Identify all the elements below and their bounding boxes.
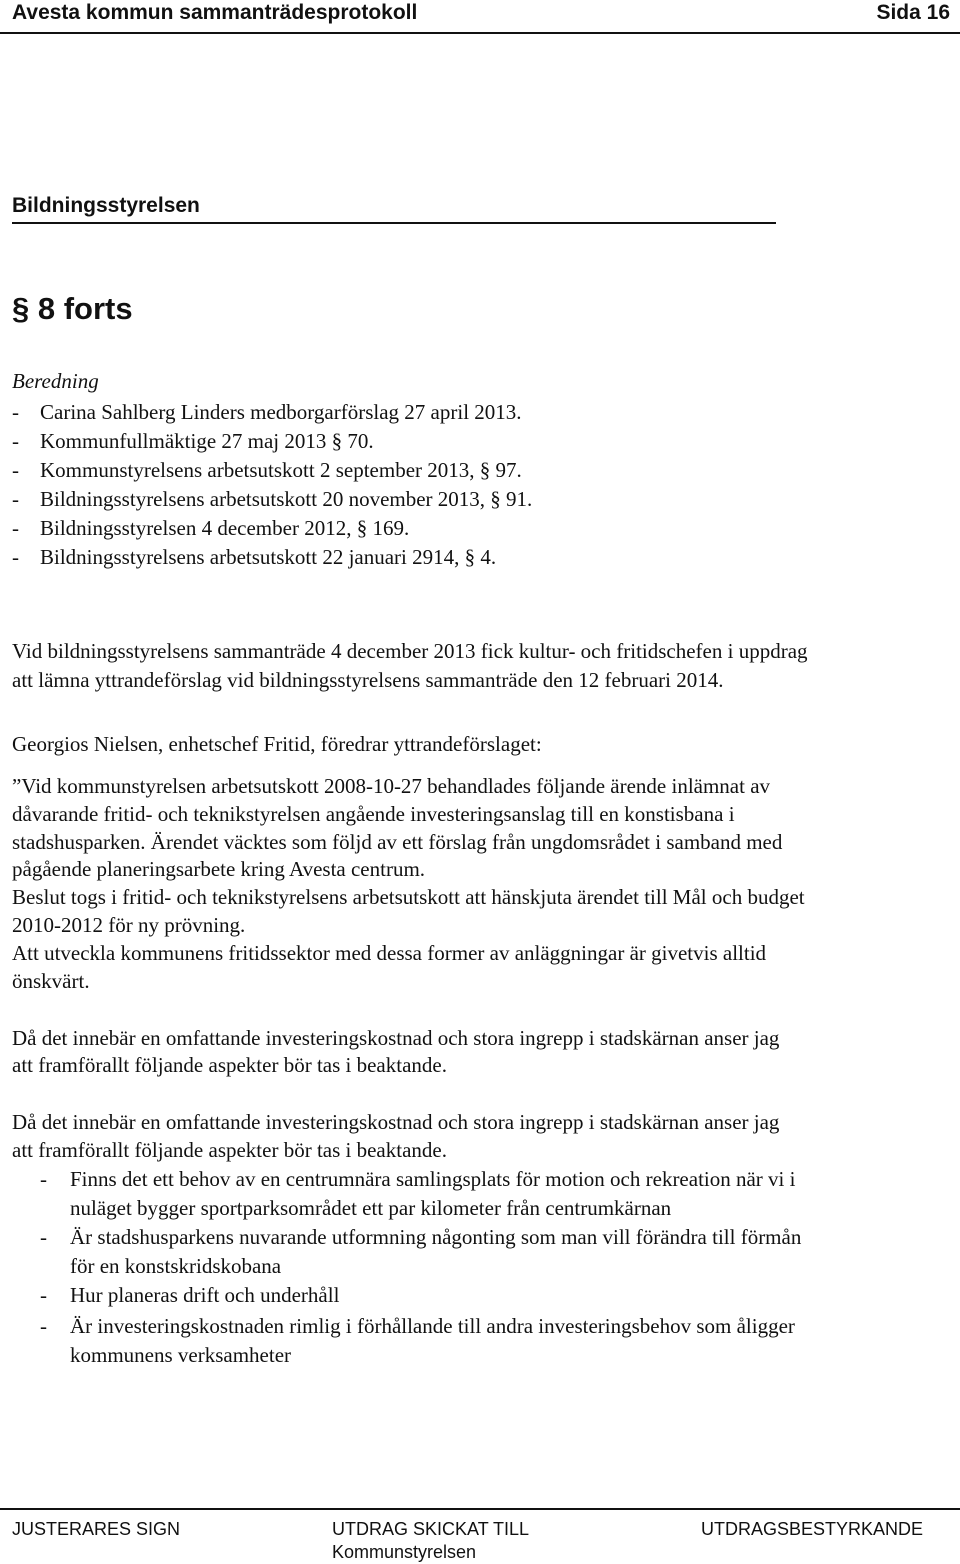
paragraph-line: att framförallt följande aspekter bör tas i beaktande. bbox=[12, 1053, 447, 1077]
quote-line: ”Vid kommunstyrelsen arbetsutskott 2008-10-27 behandlades följande ärende inlämnat av bbox=[12, 774, 771, 798]
aspect-item: - Finns det ett behov av en centrumnära samlingsplats för motion och rekreation när vi i bbox=[40, 1167, 796, 1191]
aspect-item: - Hur planeras drift och underhåll bbox=[40, 1283, 340, 1307]
paragraph-symbol: § bbox=[12, 291, 30, 326]
aspect-item-continued: nuläget bygger sportparksområdet ett par kilometer från centrumkärnan bbox=[70, 1196, 672, 1220]
quote-line: stadshusparken. Ärendet väcktes som följd av ett förslag från ungdomsrådet i samband med bbox=[12, 830, 783, 854]
presenter-intro: Georgios Nielsen, enhetschef Fritid, föredrar yttrandeförslaget: bbox=[12, 732, 542, 756]
beredning-item: - Carina Sahlberg Linders medborgarförslag 27 april 2013. bbox=[12, 400, 522, 424]
paragraph-line: Då det innebär en omfattande investeringskostnad och stora ingrepp i stadskärnan anser jag bbox=[12, 1110, 780, 1134]
section-heading bbox=[12, 289, 133, 329]
page-number: Sida 16 bbox=[876, 1, 950, 24]
section-title: 8 forts bbox=[37, 291, 133, 326]
aspect-item: - Är investeringskostnaden rimlig i förhållande till andra investeringsbehov som åligger bbox=[40, 1314, 795, 1338]
quote-line: pågående planeringsarbete kring Avesta centrum. bbox=[12, 857, 426, 881]
quote-line: dåvarande fritid- och teknikstyrelsen angående investeringsanslag till en konstisbana i bbox=[12, 802, 735, 826]
footer-utdragsbestyrkande: UTDRAGSBESTYRKANDE bbox=[701, 1519, 924, 1539]
beredning-item: - Kommunstyrelsens arbetsutskott 2 september 2013, § 97. bbox=[12, 458, 522, 482]
paragraph-line: att lämna yttrandeförslag vid bildningsstyrelsens sammanträde den 12 februari 2014. bbox=[12, 668, 724, 692]
footer-recipient: Kommunstyrelsen bbox=[332, 1542, 477, 1562]
quote-line: Att utveckla kommunens fritidssektor med dessa former av anläggningar är givetvis alltid bbox=[12, 941, 767, 965]
board-name: Bildningsstyrelsen bbox=[12, 194, 200, 217]
footer-divider bbox=[0, 1508, 960, 1510]
footer-utdrag-skickat: UTDRAG SKICKAT TILL bbox=[332, 1519, 530, 1539]
aspect-item-continued: kommunens verksamheter bbox=[70, 1343, 292, 1367]
beredning-item: - Kommunfullmäktige 27 maj 2013 § 70. bbox=[12, 429, 374, 453]
paragraph-line: att framförallt följande aspekter bör tas i beaktande. bbox=[12, 1138, 447, 1162]
beredning-item: - Bildningsstyrelsen 4 december 2012, § 169. bbox=[12, 516, 410, 540]
quote-line: Beslut togs i fritid- och teknikstyrelsens arbetsutskott att hänskjuta ärendet till Mål och budget bbox=[12, 885, 805, 909]
paragraph-line: Då det innebär en omfattande investeringskostnad och stora ingrepp i stadskärnan anser jag bbox=[12, 1026, 780, 1050]
board-underline bbox=[12, 222, 776, 224]
beredning-item: - Bildningsstyrelsens arbetsutskott 22 januari 2914, § 4. bbox=[12, 545, 497, 569]
beredning-item: - Bildningsstyrelsens arbetsutskott 20 november 2013, § 91. bbox=[12, 487, 533, 511]
footer-justerares-sign: JUSTERARES SIGN bbox=[12, 1519, 181, 1539]
quote-line: önskvärt. bbox=[12, 969, 90, 993]
document-title: Avesta kommun sammanträdesprotokoll bbox=[12, 1, 418, 24]
beredning-heading: Beredning bbox=[12, 369, 99, 393]
aspect-item: - Är stadshusparkens nuvarande utformning någonting som man vill förändra till förmån bbox=[40, 1225, 802, 1249]
paragraph-line: Vid bildningsstyrelsens sammanträde 4 december 2013 fick kultur- och fritidschefen i uppdrag bbox=[12, 639, 808, 663]
aspect-item-continued: för en konstskridskobana bbox=[70, 1254, 282, 1278]
header-divider bbox=[0, 32, 960, 34]
quote-line: 2010-2012 för ny prövning. bbox=[12, 913, 246, 937]
